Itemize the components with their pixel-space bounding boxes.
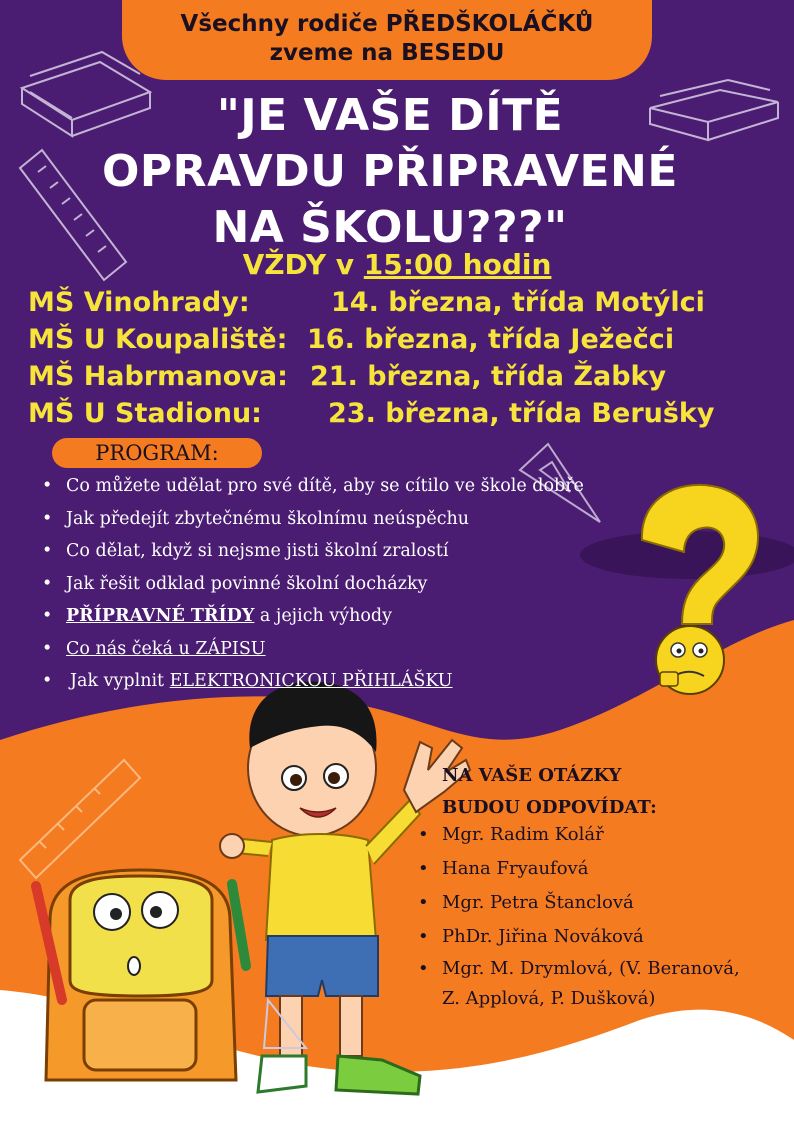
header-line-2: zveme na BESEDU xyxy=(269,40,505,66)
bullet-icon: • xyxy=(418,958,429,979)
speaker-name-cont: Z. Applová, P. Dušková) xyxy=(442,988,656,1009)
speaker-name: PhDr. Jiřina Nováková xyxy=(442,926,644,947)
schedule-row xyxy=(28,284,768,321)
bullet-icon: • xyxy=(42,476,53,496)
bullet-icon: • xyxy=(42,638,53,659)
list-item-text: a jejich výhody xyxy=(254,606,392,626)
main-title xyxy=(40,88,740,256)
list-item xyxy=(42,600,584,633)
speaker-item xyxy=(418,954,740,984)
schedule-date: 14. března, třída Motýlci xyxy=(331,287,705,318)
speaker-item xyxy=(418,886,740,920)
smiley-icon xyxy=(656,626,724,694)
zapis-link: Co nás čeká u ZÁPISU xyxy=(66,638,266,659)
program-list xyxy=(42,470,584,698)
speaker-item xyxy=(418,984,740,1014)
title-line-1: "JE VAŠE DÍTĚ xyxy=(216,90,564,141)
bullet-icon: • xyxy=(418,824,429,845)
list-item xyxy=(42,568,584,601)
schedule-school: MŠ Vinohrady: xyxy=(28,287,250,318)
speaker-item xyxy=(418,818,740,852)
speakers-heading xyxy=(442,760,657,824)
title-line-2: OPRAVDU PŘIPRAVENÉ xyxy=(102,146,678,197)
title-line-3: NA ŠKOLU???" xyxy=(212,202,568,253)
list-item xyxy=(42,503,584,536)
list-item xyxy=(42,470,584,503)
speaker-item xyxy=(418,920,740,954)
speaker-name: Mgr. Petra Štanclová xyxy=(442,892,634,913)
speakers-heading-line-1: NA VAŠE OTÁZKY xyxy=(442,765,622,786)
schedule-school: MŠ U Stadionu: xyxy=(28,398,262,429)
prihlaska-link: ELEKTRONICKOU PŘIHLÁŠKU xyxy=(169,671,453,691)
speaker-item xyxy=(418,852,740,886)
list-item xyxy=(42,535,584,568)
header-line-1: Všechny rodiče PŘEDŠKOLÁČKŮ xyxy=(180,11,594,37)
schedule-date: 21. března, třída Žabky xyxy=(310,361,667,392)
bullet-icon: • xyxy=(42,541,53,561)
speaker-name: Mgr. M. Drymlová, (V. Beranová, xyxy=(442,958,740,979)
time-prefix: VŽDY v xyxy=(242,248,364,281)
schedule-list xyxy=(28,284,768,432)
list-item-text: Co můžete udělat pro své dítě, aby se cítilo ve škole dobře xyxy=(66,476,584,496)
bullet-icon: • xyxy=(42,573,53,594)
pripravne-tridy-link: PŘÍPRAVNÉ TŘÍDY xyxy=(66,606,255,626)
list-item-text: Jak vyplnit xyxy=(70,671,170,691)
speaker-name: Hana Fryaufová xyxy=(442,858,589,879)
schedule-date: 23. března, třída Berušky xyxy=(328,398,715,429)
list-item xyxy=(42,665,584,698)
header-text xyxy=(122,10,652,68)
bullet-icon: • xyxy=(418,858,429,879)
bullet-icon: • xyxy=(42,508,53,529)
schedule-row xyxy=(28,321,768,358)
schedule-date: 16. března, třída Ježečci xyxy=(307,324,675,355)
bullet-icon: • xyxy=(42,606,53,626)
backpack-figure xyxy=(36,870,246,1080)
schedule-row xyxy=(28,358,768,395)
schedule-school: MŠ U Koupaliště: xyxy=(28,324,288,355)
list-item-text: Co dělat, když si nejsme jisti školní zralostí xyxy=(66,541,449,561)
program-label: PROGRAM: xyxy=(95,441,219,465)
speakers-list xyxy=(418,818,740,1014)
list-item xyxy=(42,633,584,666)
list-item-text: Jak předejít zbytečnému školnímu neúspěchu xyxy=(66,508,470,529)
speakers-heading-line-2: BUDOU ODPOVÍDAT: xyxy=(442,797,657,818)
bullet-icon: • xyxy=(418,926,429,947)
bullet-icon: • xyxy=(418,892,429,913)
event-time xyxy=(0,248,794,281)
schedule-row xyxy=(28,395,768,432)
schedule-school: MŠ Habrmanova: xyxy=(28,361,288,392)
time-value: 15:00 hodin xyxy=(363,248,552,281)
bullet-icon: • xyxy=(42,671,53,691)
speaker-name: Mgr. Radim Kolář xyxy=(442,824,604,845)
list-item-text: Jak řešit odklad povinné školní docházky xyxy=(66,573,428,594)
